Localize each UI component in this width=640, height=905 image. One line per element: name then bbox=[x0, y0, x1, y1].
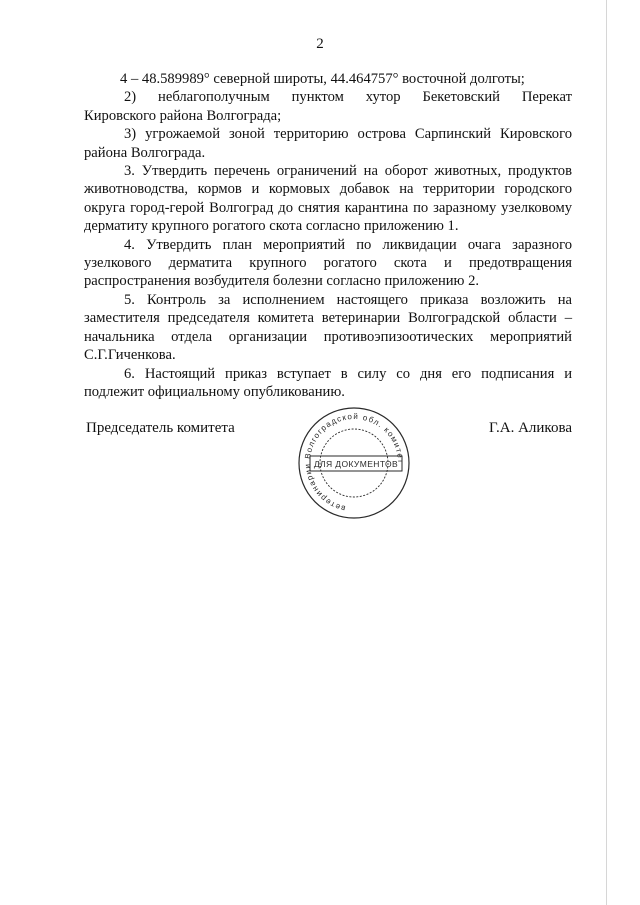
paragraph-item-4: 4. Утвердить план мероприятий по ликвидации очага заразного узелкового дерматита крупного рогатого скота и предотвращения распространения возбудителя болезни согласно приложению 2. bbox=[84, 236, 572, 290]
paragraph-threatened-zone: 3) угрожаемой зоной территорию острова Сарпинский Кировского района Волгограда. bbox=[84, 126, 572, 161]
stamp-center-text: ДЛЯ ДОКУМЕНТОВ bbox=[313, 459, 399, 469]
paragraph-affected-point-district: Кировского района Волгограда; bbox=[84, 107, 282, 124]
paragraph-item-6: 6. Настоящий приказ вступает в силу со дня его подписания и подлежит официальному опубликованию. bbox=[84, 365, 572, 400]
signer-name: Г.А. Аликова bbox=[489, 420, 572, 436]
stamp-graphic bbox=[292, 404, 416, 522]
paragraph-affected-point: 2) неблагополучным пунктом хутор Бекетовский Перекат bbox=[124, 89, 572, 106]
paragraph-coordinates: 4 – 48.589989° северной широты, 44.464757° восточной долготы; bbox=[120, 71, 525, 87]
official-stamp bbox=[292, 404, 416, 522]
page-number: 2 bbox=[316, 36, 324, 52]
order-body bbox=[84, 70, 572, 401]
paragraph-item-5: 5. Контроль за исполнением настоящего приказа возложить на заместителя председателя комитета ветеринарии Волгоградской области – начальника отдела организации противоэпизоотических мероприятий С.Г.Гиченкова. bbox=[84, 291, 572, 364]
stamp-ring-textpath: ветеринарии Волгоградской обл. комитет bbox=[302, 411, 406, 514]
page-edge-rule bbox=[606, 0, 607, 905]
paragraph-item-3: 3. Утвердить перечень ограничений на оборот животных, продуктов животноводства, кормов и кормовых добавок на территории городского округа город-герой Волгоград до снятия карантина по заразному узелковому дерматиту крупного рогатого скота согласно приложению 1. bbox=[84, 163, 572, 235]
signer-title: Председатель комитета bbox=[86, 420, 235, 436]
